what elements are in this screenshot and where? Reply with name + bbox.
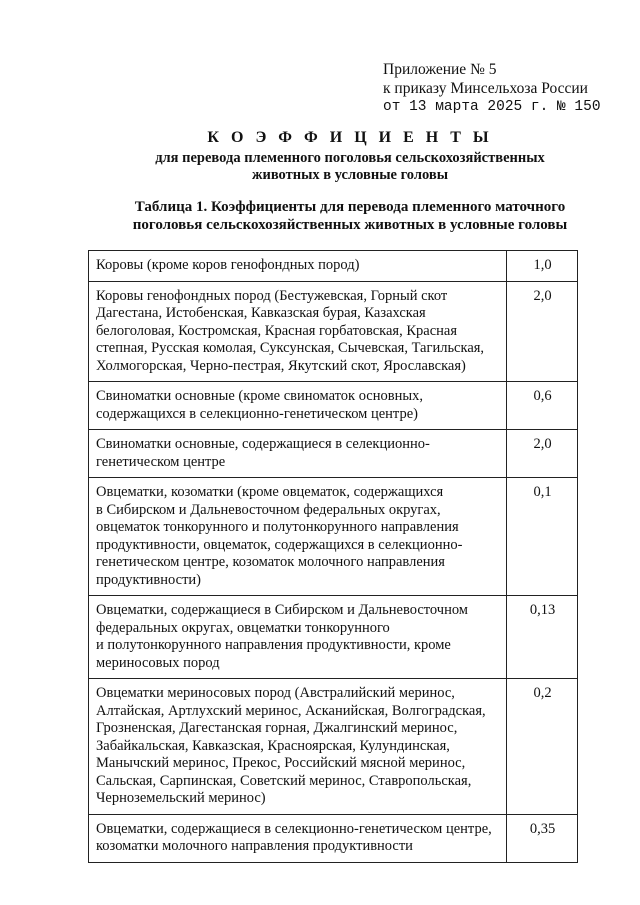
coefficient-value-cell: 1,0	[507, 251, 578, 282]
animal-category-line: Холмогорская, Черно-пестрая, Якутский скот, Ярославская)	[96, 357, 466, 374]
table-caption-line: поголовья сельскохозяйственных животных в условные головы	[132, 217, 568, 233]
animal-category-line: Свиноматки основные, содержащиеся в селекционно-	[96, 436, 430, 452]
table-row	[89, 679, 578, 815]
animal-category-line: генетическом центре, козоматок молочного направления	[96, 554, 445, 570]
table-row	[89, 430, 578, 478]
table-row	[89, 281, 578, 382]
animal-category-line: Манычский меринос, Прекос, Российский мясной меринос,	[96, 755, 466, 771]
animal-category-cell	[89, 382, 507, 430]
table-row	[89, 251, 578, 282]
coefficients-table	[88, 250, 578, 863]
appendix-date: от 13 марта 2025 г. № 150	[383, 99, 601, 115]
document-heading	[60, 128, 640, 184]
animal-category-line: продуктивности, овцематок, содержащихся в селекционно-	[96, 536, 463, 553]
animal-category-line: Черноземельский меринос)	[96, 790, 266, 806]
animal-category-line: мериносовых пород	[96, 654, 220, 671]
animal-category-line: Сальская, Сарпинская, Советский меринос, Ставропольская,	[96, 772, 472, 789]
animal-category-line: Овцематки, козоматки (кроме овцематок, содержащихся	[96, 484, 444, 500]
animal-category-line: Дагестана, Истобенская, Кавказская бурая, Казахская	[96, 305, 426, 321]
animal-category-line: федеральных округах, овцематки тонкорунного	[96, 619, 390, 636]
appendix-reference	[383, 60, 601, 117]
animal-category-cell	[89, 478, 507, 596]
appendix-order: к приказу Минсельхоза России	[383, 80, 588, 97]
animal-category-line: Грозненская, Дагестанская горная, Джалгинский меринос,	[96, 720, 458, 736]
animal-category-line: Коровы (кроме коров генофондных пород)	[96, 257, 360, 273]
animal-category-line: Алтайская, Артлухский меринос, Асканийская, Волгоградская,	[96, 702, 486, 719]
animal-category-line: продуктивности)	[96, 571, 201, 588]
animal-category-cell	[89, 281, 507, 382]
coefficient-value-cell: 0,2	[507, 679, 578, 815]
animal-category-line: содержащихся в селекционно-генетическом центре)	[96, 405, 418, 422]
animal-category-line: и полутонкорунного направления продуктивности, кроме	[96, 637, 451, 653]
animal-category-line: Овцематки, содержащиеся в Сибирском и Дальневосточном	[96, 602, 468, 618]
animal-category-line: Коровы генофондных пород (Бестужевская, Горный скот	[96, 287, 448, 304]
document-subtitle	[60, 150, 640, 184]
animal-category-line: белоголовая, Костромская, Красная горбатовская, Красная	[96, 322, 458, 339]
animal-category-cell	[89, 679, 507, 815]
table-caption	[60, 198, 640, 234]
coefficient-value-cell: 2,0	[507, 430, 578, 478]
table-caption-line: Таблица 1. Коэффициенты для перевода племенного маточного	[134, 199, 566, 215]
coefficient-value-cell: 0,13	[507, 596, 578, 679]
animal-category-line: Овцематки, содержащиеся в селекционно-генетическом центре,	[96, 820, 492, 837]
animal-category-line: овцематок тонкорунного и полутонкорунного направления	[96, 519, 459, 535]
document-title: К О Э Ф Ф И Ц И Е Н Т Ы	[207, 129, 493, 146]
table-row	[89, 596, 578, 679]
coefficient-value-cell: 0,35	[507, 814, 578, 862]
coefficient-value-cell: 0,1	[507, 478, 578, 596]
coefficient-value-cell: 2,0	[507, 281, 578, 382]
animal-category-line: Забайкальская, Кавказская, Красноярская, Кулундинская,	[96, 737, 450, 754]
animal-category-line: Овцематки мериносовых пород (Австралийский меринос,	[96, 685, 455, 701]
table-row	[89, 814, 578, 862]
animal-category-cell	[89, 596, 507, 679]
animal-category-cell	[89, 251, 507, 282]
animal-category-line: генетическом центре	[96, 453, 226, 470]
animal-category-cell	[89, 430, 507, 478]
document-subtitle-line: для перевода племенного поголовья сельскохозяйственных	[155, 150, 545, 166]
table-row	[89, 382, 578, 430]
document-subtitle-line: животных в условные головы	[251, 167, 449, 183]
coefficient-value-cell: 0,6	[507, 382, 578, 430]
animal-category-line: Свиноматки основные (кроме свиноматок основных,	[96, 388, 423, 404]
animal-category-line: в Сибирском и Дальневосточном федеральных округах,	[96, 501, 441, 518]
animal-category-cell	[89, 814, 507, 862]
animal-category-line: козоматки молочного направления продуктивности	[96, 838, 413, 854]
coefficients-table-body	[89, 251, 578, 863]
appendix-number: Приложение № 5	[383, 61, 497, 78]
table-row	[89, 478, 578, 596]
animal-category-line: степная, Русская комолая, Суксунская, Сычевская, Тагильская,	[96, 340, 485, 356]
